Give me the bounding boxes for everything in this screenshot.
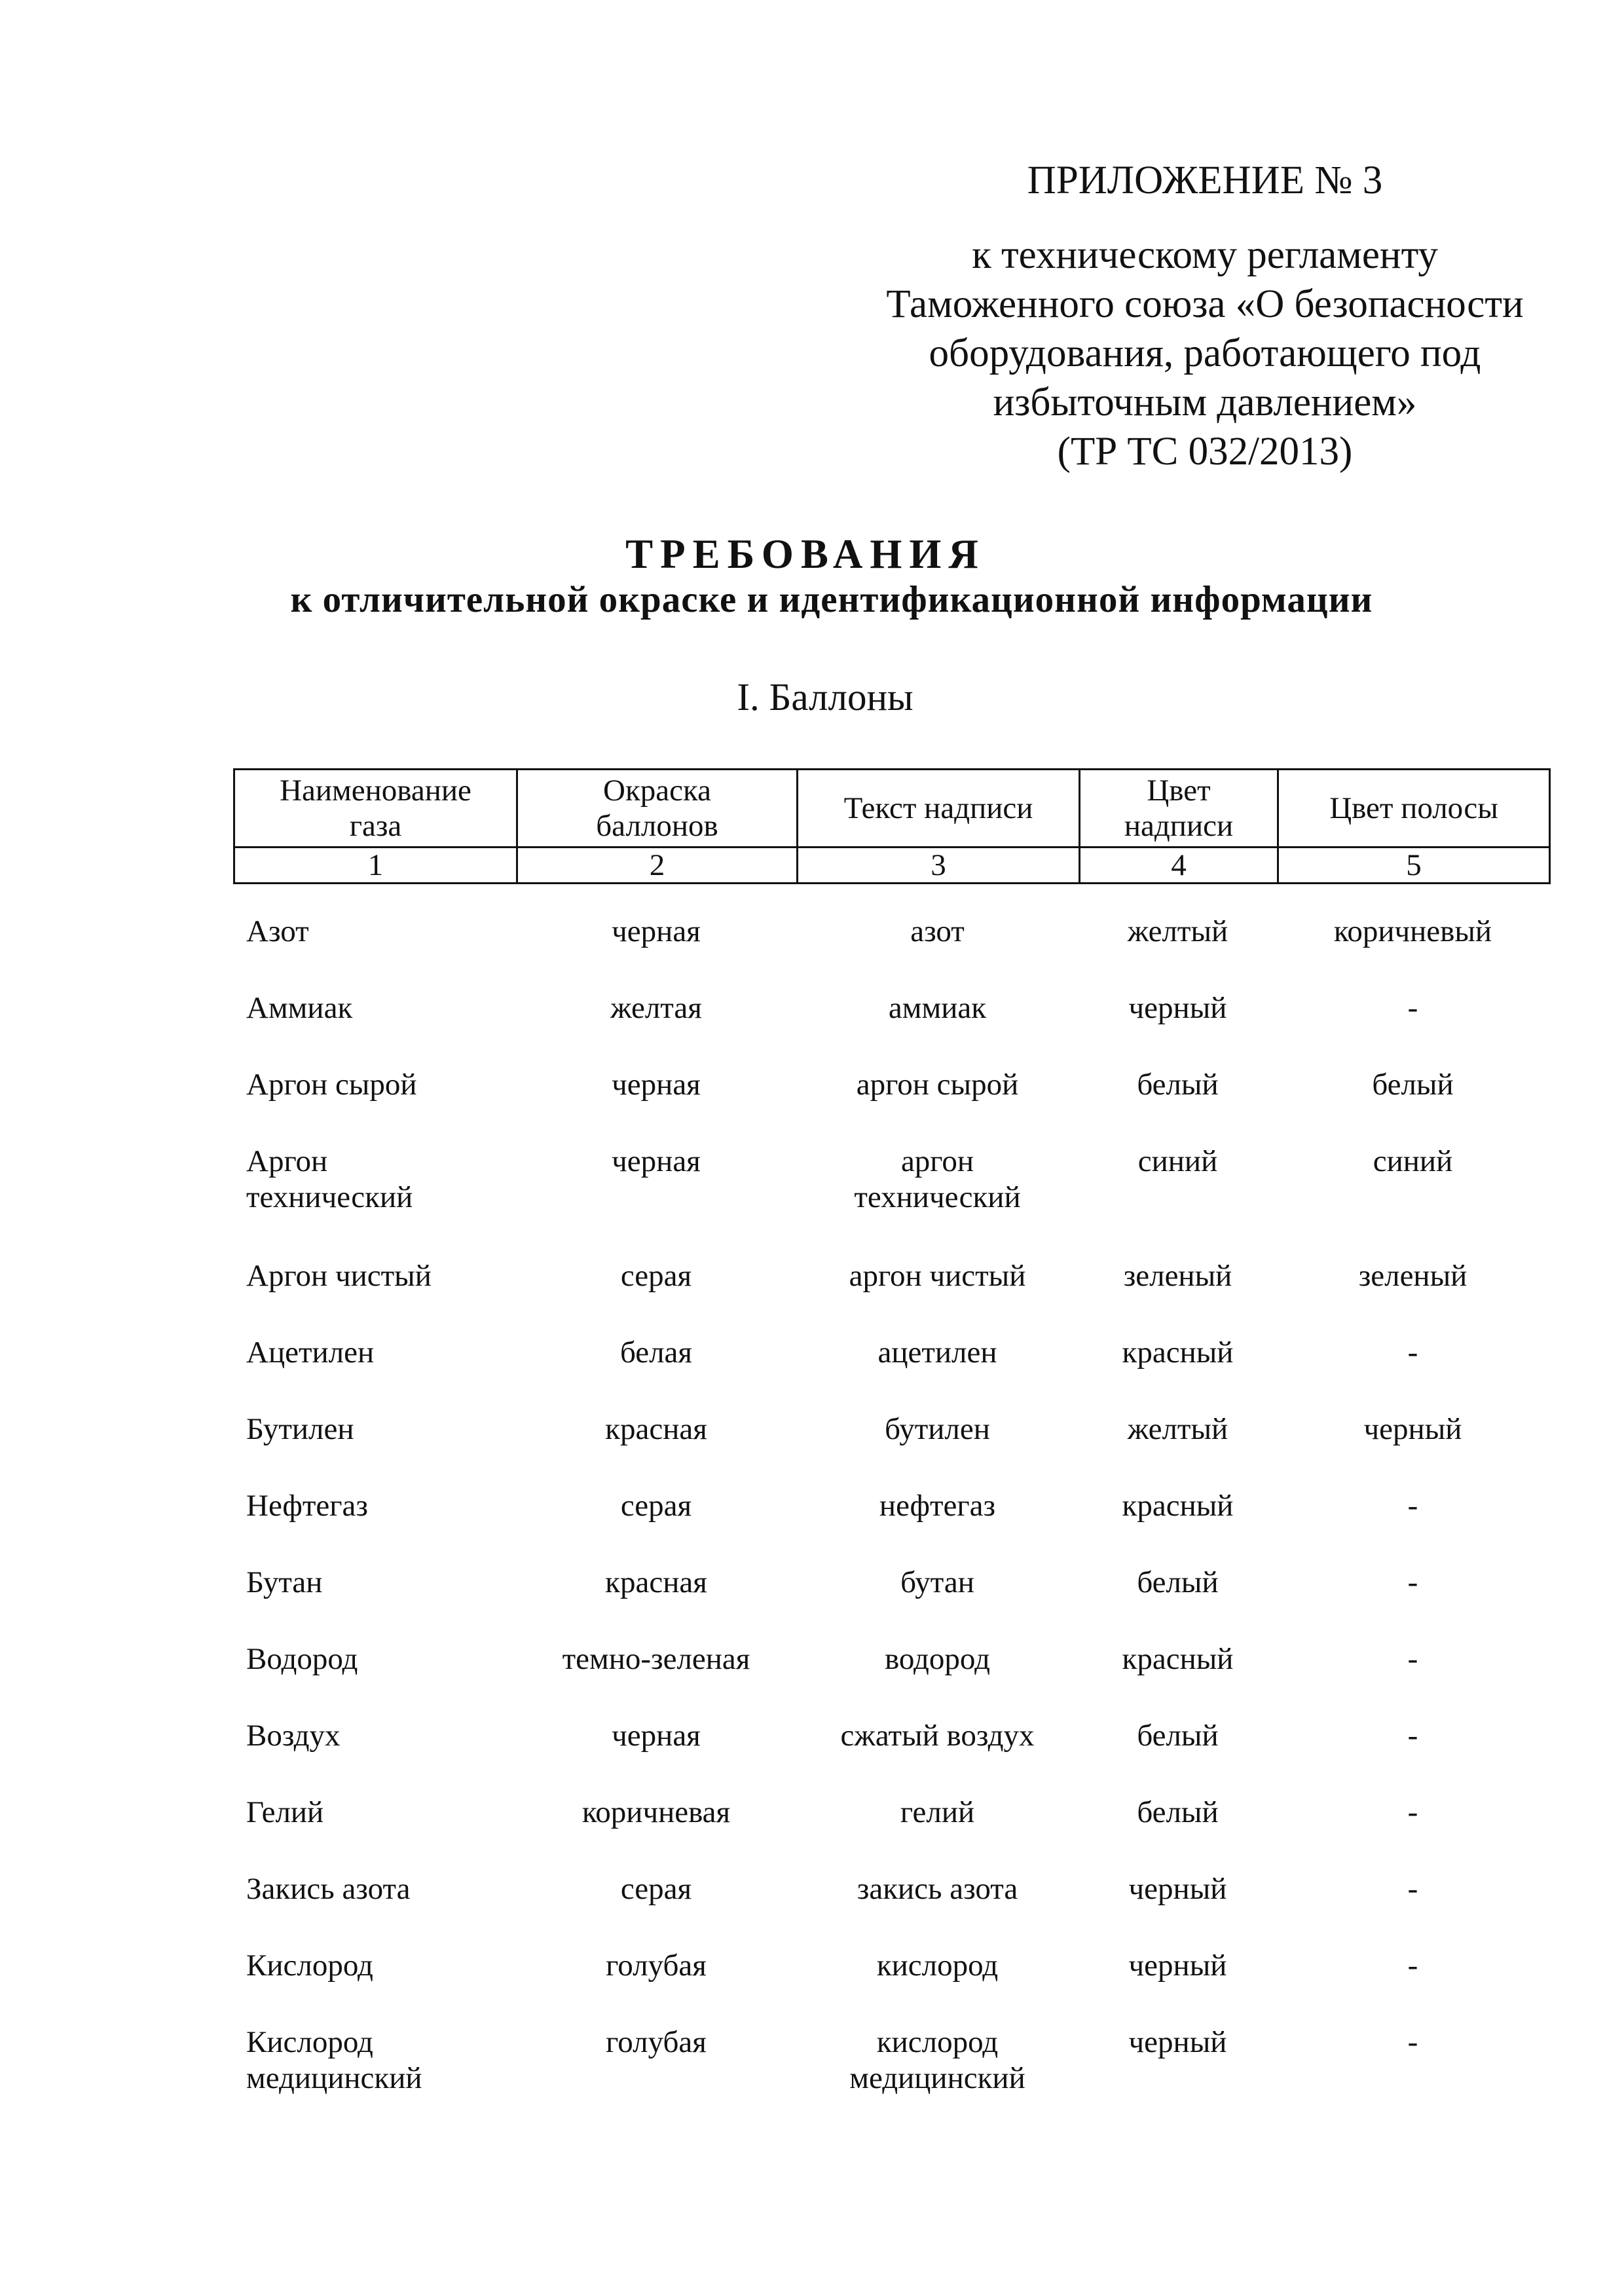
- cell-gas-name: Бутилен: [246, 1412, 354, 1446]
- cell-stripe-color: черный: [1363, 1412, 1462, 1446]
- header-cell-gas-name: Наименование газа: [234, 770, 517, 848]
- cell-cylinder-color: красная: [605, 1565, 707, 1599]
- cell-cylinder-color: черная: [612, 1068, 701, 1102]
- cell-label-text: кислород медицинский: [849, 2025, 1025, 2095]
- requirements-title: ТРЕБОВАНИЯ: [625, 531, 986, 577]
- cell-label-text: сжатый воздух: [840, 1719, 1035, 1753]
- table-row: [233, 1411, 1549, 1488]
- table-row: [233, 1067, 1549, 1144]
- cell-stripe-color: -: [1407, 1335, 1418, 1370]
- table-body: [233, 914, 1549, 2139]
- cell-stripe-color: -: [1407, 1872, 1418, 1906]
- header-number: 4: [1080, 848, 1278, 884]
- cell-label-text: водород: [885, 1642, 990, 1676]
- cell-gas-name: Аргон сырой: [246, 1068, 417, 1102]
- cell-label-color: красный: [1122, 1335, 1234, 1370]
- cell-stripe-color: -: [1407, 1642, 1418, 1676]
- cell-stripe-color: -: [1407, 1948, 1418, 1983]
- cell-cylinder-color: желтая: [610, 991, 702, 1025]
- cell-label-text: кислород: [876, 1948, 999, 1983]
- table-row: [233, 1718, 1549, 1795]
- annex-ref-line: избыточным давлением»: [993, 381, 1417, 424]
- cell-gas-name: Закись азота: [246, 1872, 411, 1906]
- cell-gas-name: Водород: [246, 1642, 358, 1676]
- cell-cylinder-color: красная: [605, 1412, 707, 1446]
- cell-cylinder-color: темно-зеленая: [562, 1642, 750, 1676]
- cell-label-color: черный: [1128, 1948, 1227, 1983]
- cell-label-color: белый: [1137, 1068, 1219, 1102]
- annex-title: ПРИЛОЖЕНИЕ № 3: [1027, 158, 1383, 202]
- cell-label-color: красный: [1122, 1489, 1234, 1523]
- header-cell-stripe-color: Цвет полосы: [1278, 770, 1550, 848]
- cell-cylinder-color: белая: [619, 1335, 693, 1370]
- cell-gas-name: Аргон чистый: [246, 1259, 432, 1293]
- cell-label-text: азот: [910, 914, 965, 948]
- header-cell-label-text: Текст надписи: [798, 770, 1080, 848]
- cell-stripe-color: -: [1407, 1489, 1418, 1523]
- header-cell-cylinder-color: Окраска баллонов: [517, 770, 798, 848]
- requirements-subtitle: к отличительной окраске и идентификационной информации: [290, 579, 1373, 620]
- header-number: 5: [1278, 848, 1550, 884]
- cell-cylinder-color: серая: [620, 1489, 692, 1523]
- annex-ref-line: к техническому регламенту: [972, 233, 1438, 277]
- cell-cylinder-color: голубая: [606, 2025, 707, 2059]
- cell-cylinder-color: коричневая: [581, 1795, 731, 1829]
- cell-gas-name: Кислород: [246, 1948, 373, 1983]
- cell-label-text: нефтегаз: [879, 1489, 996, 1523]
- cell-cylinder-color: черная: [612, 1144, 701, 1178]
- cell-label-color: черный: [1128, 1872, 1227, 1906]
- table-row: [233, 1488, 1549, 1565]
- table-header: [233, 768, 1551, 884]
- cell-label-text: аргон сырой: [856, 1068, 1019, 1102]
- header-number: 2: [517, 848, 798, 884]
- cell-gas-name: Нефтегаз: [246, 1489, 368, 1523]
- cell-label-text: аргон технический: [854, 1144, 1021, 1214]
- cell-stripe-color: белый: [1372, 1068, 1454, 1102]
- cell-gas-name: Кислород медицинский: [246, 2025, 422, 2095]
- cell-cylinder-color: голубая: [606, 1948, 707, 1983]
- cell-label-text: гелий: [900, 1795, 975, 1829]
- cell-stripe-color: -: [1407, 991, 1418, 1025]
- table-row: [233, 2024, 1549, 2139]
- cell-label-color: красный: [1122, 1642, 1234, 1676]
- header-cell-label-color: Цвет надписи: [1080, 770, 1278, 848]
- cell-label-text: бутан: [900, 1565, 974, 1599]
- table-row: [233, 1871, 1549, 1948]
- annex-ref-line: (ТР ТС 032/2013): [1057, 430, 1353, 474]
- cell-label-text: аргон чистый: [849, 1259, 1026, 1293]
- header-number: 3: [798, 848, 1080, 884]
- cell-label-color: зеленый: [1123, 1259, 1232, 1293]
- cell-gas-name: Азот: [246, 914, 309, 948]
- annex-ref-line: оборудования, работающего под: [929, 331, 1481, 375]
- table-row: [233, 1795, 1549, 1871]
- cell-cylinder-color: черная: [612, 1719, 701, 1753]
- table-row: [233, 1948, 1549, 2024]
- cell-label-text: аммиак: [888, 991, 987, 1025]
- cell-gas-name: Гелий: [246, 1795, 324, 1829]
- annex-ref-line: Таможенного союза «О безопасности: [886, 282, 1524, 326]
- cell-cylinder-color: черная: [612, 914, 701, 948]
- cell-stripe-color: -: [1407, 1565, 1418, 1599]
- cell-gas-name: Воздух: [246, 1719, 341, 1753]
- cell-label-text: бутилен: [885, 1412, 990, 1446]
- cell-stripe-color: -: [1407, 1795, 1418, 1829]
- table-row: [233, 914, 1549, 990]
- cell-label-color: черный: [1128, 991, 1227, 1025]
- table-row: [233, 990, 1549, 1067]
- cell-label-text: ацетилен: [877, 1335, 997, 1370]
- cell-label-color: белый: [1137, 1795, 1219, 1829]
- cell-stripe-color: -: [1407, 2025, 1418, 2059]
- cell-label-color: желтый: [1127, 914, 1228, 948]
- cell-stripe-color: зеленый: [1358, 1259, 1467, 1293]
- cell-label-text: закись азота: [857, 1872, 1018, 1906]
- cell-label-color: белый: [1137, 1565, 1219, 1599]
- cell-label-color: белый: [1137, 1719, 1219, 1753]
- table-row: [233, 1565, 1549, 1641]
- cell-label-color: синий: [1137, 1144, 1218, 1178]
- cell-gas-name: Аргон технический: [246, 1144, 413, 1214]
- table-row: [233, 1335, 1549, 1411]
- annex-reference: [786, 231, 1624, 476]
- header-number: 1: [234, 848, 517, 884]
- cell-cylinder-color: серая: [620, 1872, 692, 1906]
- cell-stripe-color: -: [1407, 1719, 1418, 1753]
- table-row: [233, 1258, 1549, 1335]
- header-row: [234, 770, 1550, 848]
- cell-stripe-color: коричневый: [1333, 914, 1492, 948]
- table-row: [233, 1641, 1549, 1718]
- cell-label-color: желтый: [1127, 1412, 1228, 1446]
- cell-stripe-color: синий: [1373, 1144, 1453, 1178]
- cell-gas-name: Ацетилен: [246, 1335, 375, 1370]
- cell-cylinder-color: серая: [620, 1259, 692, 1293]
- table-row: [233, 1144, 1549, 1258]
- cell-gas-name: Бутан: [246, 1565, 323, 1599]
- cell-label-color: черный: [1128, 2025, 1227, 2059]
- header-number-row: [234, 848, 1550, 884]
- section-title: I. Баллоны: [737, 675, 913, 718]
- cell-gas-name: Аммиак: [246, 991, 353, 1025]
